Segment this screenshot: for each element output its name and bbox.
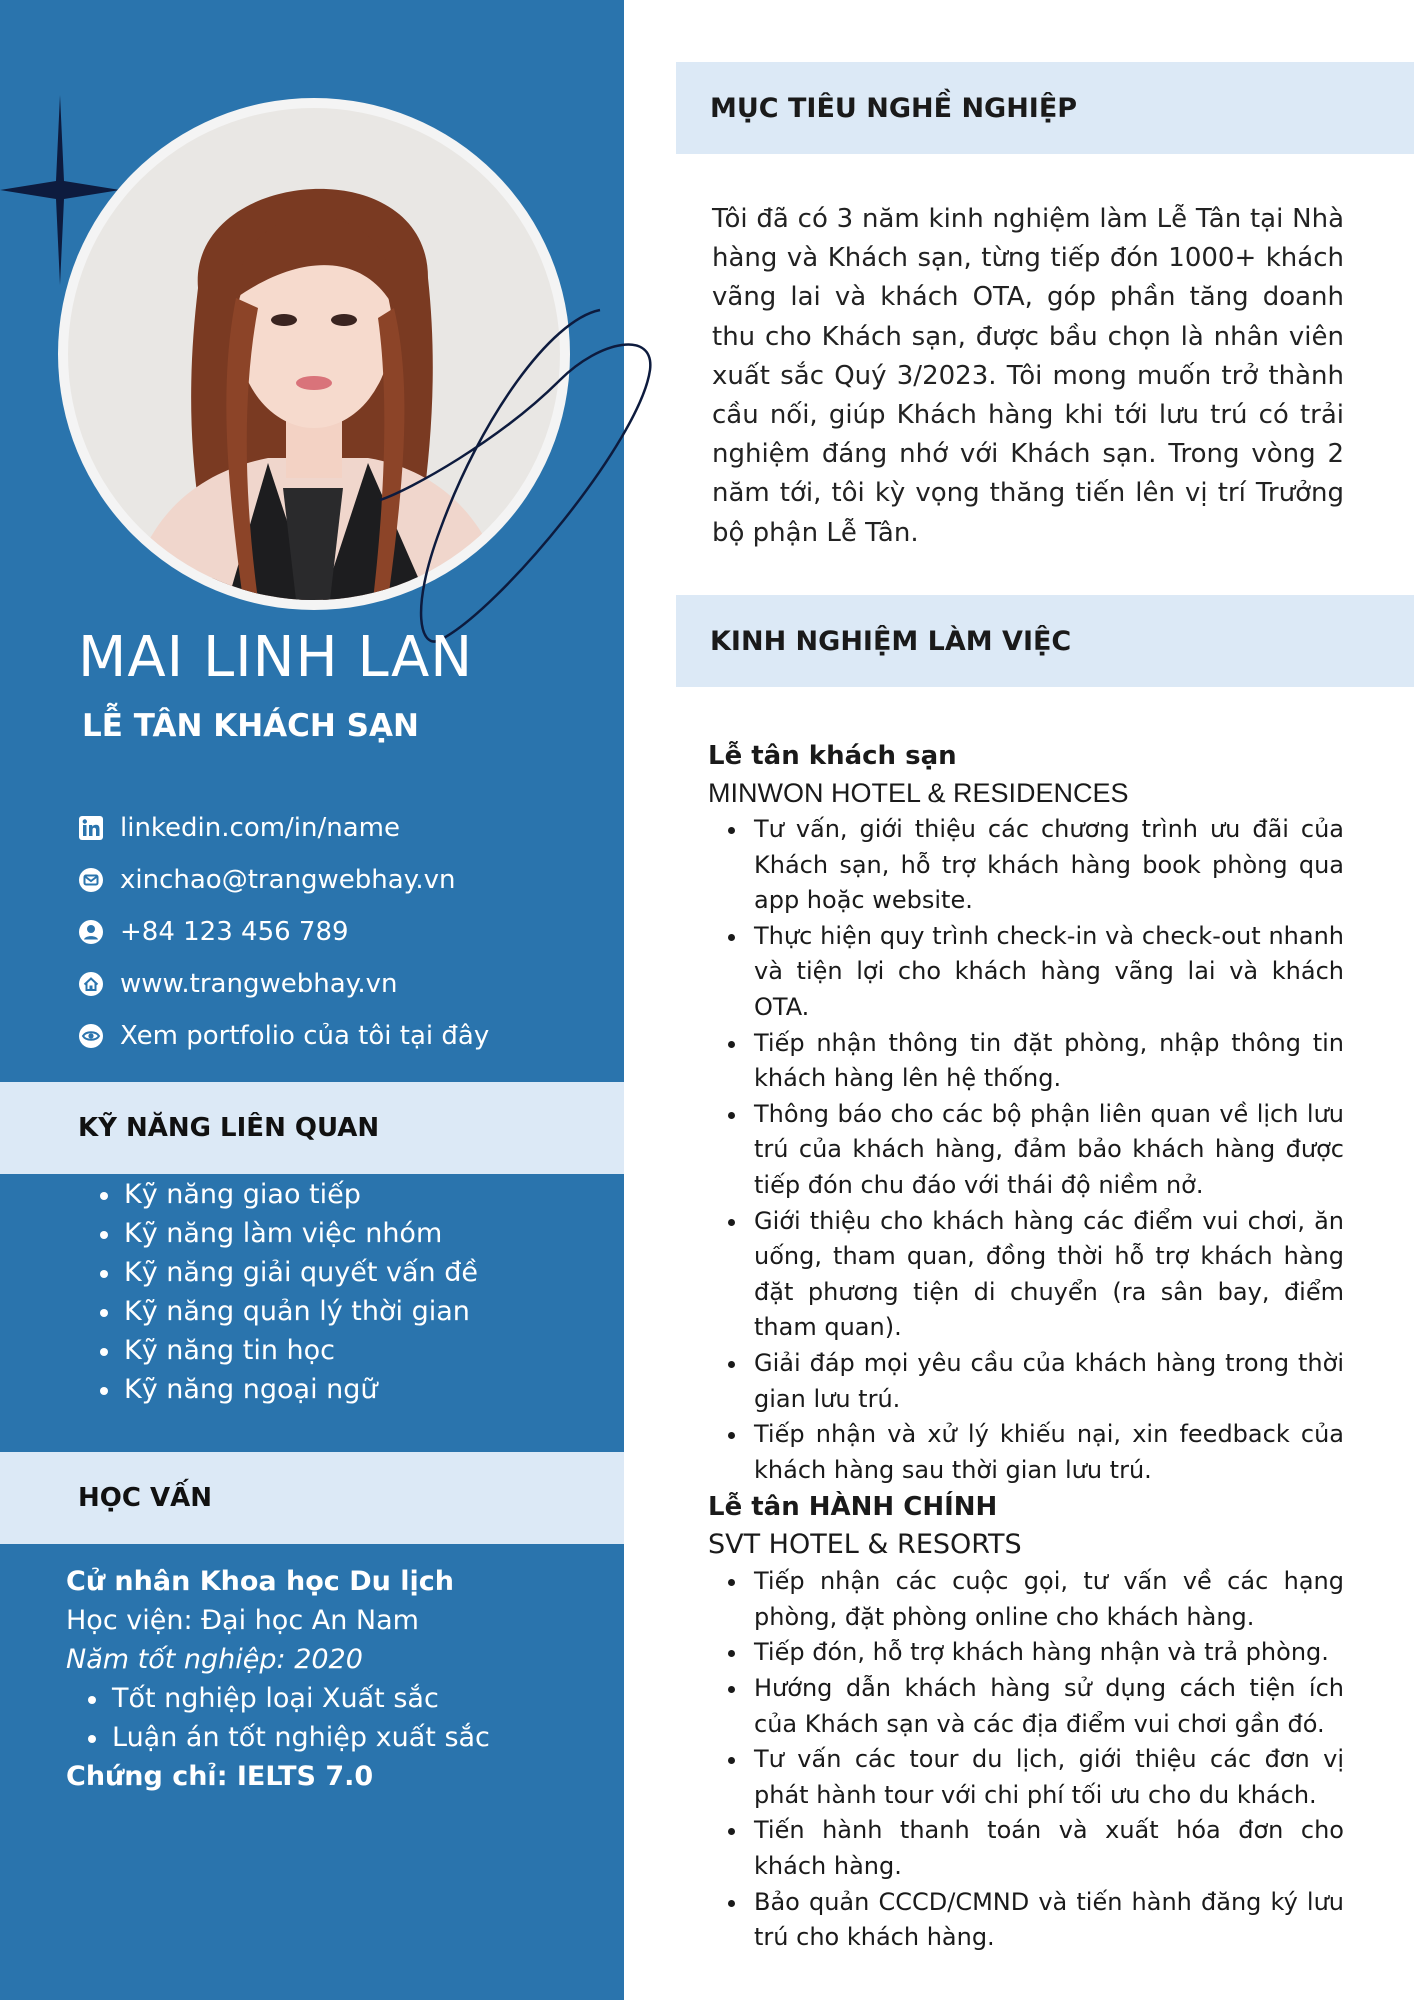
skill-item: Kỹ năng tin học	[94, 1331, 478, 1370]
contact-text: www.trangwebhay.vn	[120, 969, 398, 999]
contact-text: Xem portfolio của tôi tại đây	[120, 1021, 490, 1051]
education-degree: Cử nhân Khoa học Du lịch	[66, 1566, 454, 1597]
contact-linkedin[interactable]	[78, 802, 489, 854]
education-school: Học viện: Đại học An Nam	[66, 1605, 419, 1636]
education-section	[66, 1562, 490, 1796]
duty-item: Tư vấn các tour du lịch, giới thiệu các đơn vị phát hành tour với chi phí tối ưu cho du khách.	[724, 1742, 1344, 1813]
skills-heading: KỸ NĂNG LIÊN QUAN	[0, 1082, 624, 1174]
education-graduation: Năm tốt nghiệp: 2020	[66, 1644, 363, 1675]
contact-text: +84 123 456 789	[120, 917, 349, 947]
job-company: MINWON HOTEL & RESIDENCES	[708, 778, 1129, 808]
duty-item: Tiếp nhận và xử lý khiếu nại, xin feedback của khách hàng sau thời gian lưu trú.	[724, 1417, 1344, 1488]
job-duties	[724, 812, 1344, 1488]
duty-item: Bảo quản CCCD/CMND và tiến hành đăng ký lưu trú cho khách hàng.	[724, 1885, 1344, 1956]
contact-phone[interactable]	[78, 906, 489, 958]
linkedin-icon	[78, 815, 104, 841]
contact-portfolio[interactable]	[78, 1010, 489, 1062]
education-heading: HỌC VẤN	[0, 1452, 624, 1544]
duty-item: Tiếp đón, hỗ trợ khách hàng nhận và trả phòng.	[724, 1635, 1344, 1671]
duty-item: Hướng dẫn khách hàng sử dụng cách tiện ích của Khách sạn và các địa điểm vui chơi gần đó.	[724, 1671, 1344, 1742]
email-icon	[78, 867, 104, 893]
skill-item: Kỹ năng ngoại ngữ	[94, 1370, 478, 1409]
achievement-item: Luận án tốt nghiệp xuất sắc	[82, 1718, 490, 1757]
job-title: Lễ tân khách sạn	[708, 741, 957, 771]
duty-item: Tư vấn, giới thiệu các chương trình ưu đãi của Khách sạn, hỗ trợ khách hàng book phòng qua app hoặc website.	[724, 812, 1344, 919]
skills-list	[94, 1175, 478, 1409]
experience-heading: KINH NGHIỆM LÀM VIỆC	[676, 595, 1414, 687]
job-duties	[724, 1564, 1344, 1956]
education-certificate: Chứng chỉ: IELTS 7.0	[66, 1761, 374, 1792]
skill-item: Kỹ năng giải quyết vấn đề	[94, 1253, 478, 1292]
contact-website[interactable]	[78, 958, 489, 1010]
skill-item: Kỹ năng quản lý thời gian	[94, 1292, 478, 1331]
objective-text: Tôi đã có 3 năm kinh nghiệm làm Lễ Tân tại Nhà hàng và Khách sạn, từng tiếp đón 1000+ khách vãng lai và khách OTA, góp phần tăng doanh thu cho Khách sạn, được bầu chọn là nhân viên xuất sắc Quý 3/2023. Tôi mong muốn trở thành cầu nối, giúp Khách hàng khi tới lưu trú có trải nghiệm đáng nhớ với Khách sạn. Trong vòng 2 năm tới, tôi kỳ vọng thăng tiến lên vị trí Trưởng bộ phận Lễ Tân.	[712, 204, 1344, 548]
contact-email[interactable]	[78, 854, 489, 906]
duty-item: Thông báo cho các bộ phận liên quan về lịch lưu trú của khách hàng, đảm bảo khách hàng được tiếp đón chu đáo với thái độ niềm nở.	[724, 1097, 1344, 1204]
candidate-name: MAI LINH LAN	[78, 625, 474, 690]
duty-item: Thực hiện quy trình check-in và check-out nhanh và tiện lợi cho khách hàng vãng lai và khách OTA.	[724, 919, 1344, 1026]
eye-icon	[78, 1023, 104, 1049]
achievement-item: Tốt nghiệp loại Xuất sắc	[82, 1679, 490, 1718]
decorative-swirl	[380, 300, 670, 660]
duty-item: Giải đáp mọi yêu cầu của khách hàng trong thời gian lưu trú.	[724, 1346, 1344, 1417]
duty-item: Giới thiệu cho khách hàng các điểm vui chơi, ăn uống, tham quan, đồng thời hỗ trợ khách hàng đặt phương tiện di chuyển (ra sân bay, điểm tham quan).	[724, 1204, 1344, 1346]
user-icon	[78, 919, 104, 945]
job-title: Lễ tân HÀNH CHÍNH	[708, 1492, 998, 1523]
candidate-role: LỄ TÂN KHÁCH SẠN	[82, 708, 419, 744]
duty-item: Tiến hành thanh toán và xuất hóa đơn cho khách hàng.	[724, 1813, 1344, 1884]
sidebar	[0, 0, 624, 2000]
duty-item: Tiếp nhận thông tin đặt phòng, nhập thông tin khách hàng lên hệ thống.	[724, 1026, 1344, 1097]
duty-item: Tiếp nhận các cuộc gọi, tư vấn về các hạng phòng, đặt phòng online cho khách hàng.	[724, 1564, 1344, 1635]
contact-text: linkedin.com/in/name	[120, 813, 401, 843]
experience-section	[708, 737, 1344, 1956]
objective-heading: MỤC TIÊU NGHỀ NGHIỆP	[676, 62, 1414, 154]
contact-list	[78, 802, 489, 1062]
job-company: SVT HOTEL & RESORTS	[708, 1529, 1022, 1561]
education-achievements	[82, 1679, 490, 1757]
contact-text: xinchao@trangwebhay.vn	[120, 865, 456, 895]
skill-item: Kỹ năng giao tiếp	[94, 1175, 478, 1214]
skill-item: Kỹ năng làm việc nhóm	[94, 1214, 478, 1253]
home-icon	[78, 971, 104, 997]
